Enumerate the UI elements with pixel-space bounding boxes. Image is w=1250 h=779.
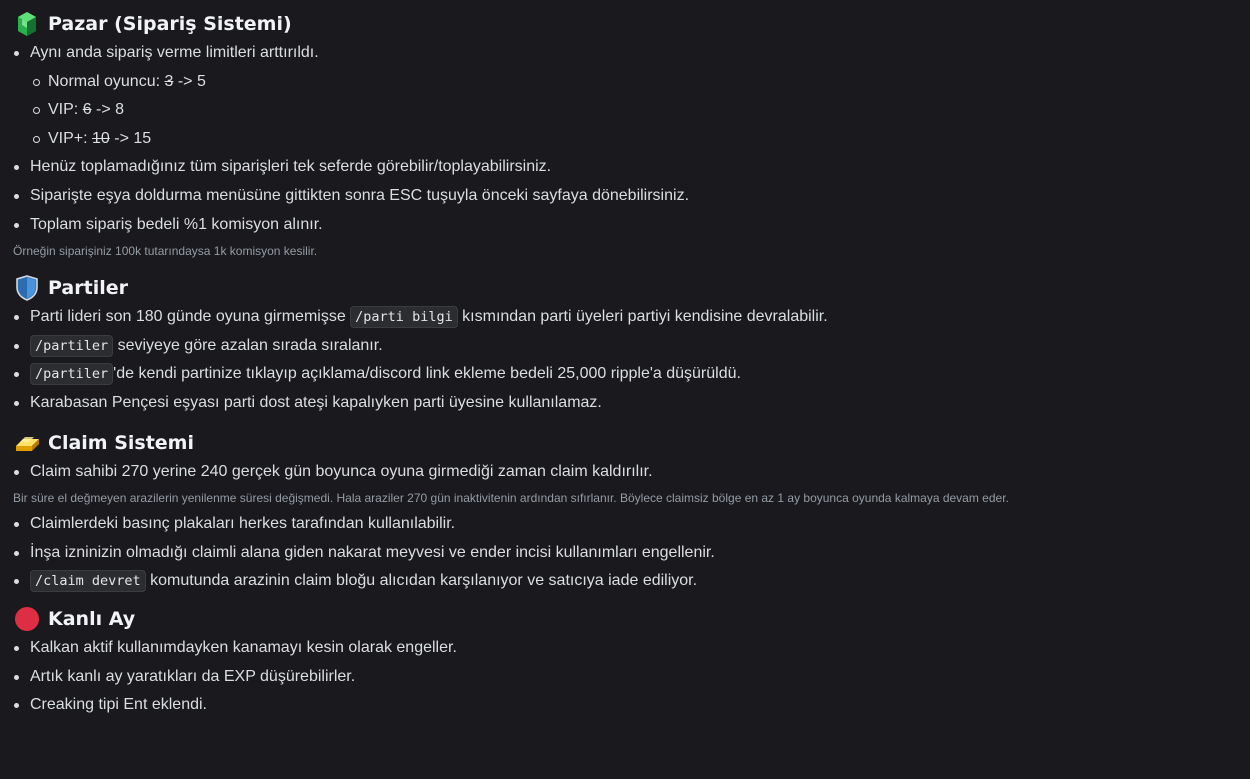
list-item: Claim sahibi 270 yerine 240 gerçek gün boyunca oyuna girmediği zaman claim kaldırılır. [14, 458, 1239, 487]
list-item: /partiler 'de kendi partinize tıklayıp açıklama/discord link ekleme bedeli 25,000 ripple'a düşürüldü. [14, 360, 1239, 389]
shield-icon [14, 275, 40, 301]
list-subitem: VIP+: 10 -> 15 [14, 125, 1239, 154]
section-pazar [14, 0, 1239, 263]
claim-list [14, 458, 1239, 487]
list-item: Kalkan aktif kullanımdayken kanamayı kesin olarak engeller. [14, 634, 1239, 663]
subtext-note: Bir süre el değmeyen arazilerin yenilenme süresi değişmedi. Hala araziler 270 gün inaktivitenin ardından sıfırlanır. Böylece claimsiz bölge en az 1 ay boyunca oyunda kalmaya devam eder. [13, 491, 1009, 506]
heading-kanli-ay [14, 604, 1239, 634]
list-item: Aynı anda sipariş verme limitleri arttırıldı. [14, 39, 1239, 68]
inline-code: /partiler [30, 335, 113, 357]
gold-bar-icon [14, 430, 40, 456]
claim-list-continued [14, 510, 1239, 596]
green-gem-icon [14, 11, 40, 37]
list-item: Karabasan Pençesi eşyası parti dost ateşi kapalıyken parti üyesine kullanılamaz. [14, 389, 1239, 418]
heading-pazar-text: Pazar (Sipariş Sistemi) [48, 13, 292, 35]
red-circle-icon [14, 606, 40, 632]
list-item: /partiler seviyeye göre azalan sırada sıralanır. [14, 332, 1239, 361]
list-item: Henüz toplamadığınız tüm siparişleri tek seferde görebilir/toplayabilirsiniz. [14, 153, 1239, 182]
inline-code: /partiler [30, 363, 113, 385]
list-item: Creaking tipi Ent eklendi. [14, 691, 1239, 720]
subtext-note: Örneğin siparişiniz 100k tutarındaysa 1k komisyon kesilir. [13, 244, 318, 259]
heading-partiler-text: Partiler [48, 277, 128, 300]
heading-claim [14, 428, 1239, 458]
list-item: /claim devret komutunda arazinin claim bloğu alıcıdan karşılanıyor ve satıcıya iade ediliyor. [14, 567, 1239, 596]
list-item: Siparişte eşya doldurma menüsüne gittikten sonra ESC tuşuyla önceki sayfaya dönebilirsiniz. [14, 182, 1239, 211]
section-kanli-ay [14, 604, 1239, 720]
pazar-list [14, 39, 1239, 239]
section-partiler [14, 273, 1239, 417]
heading-kanli-ay-text: Kanlı Ay [48, 607, 136, 630]
list-item: Parti lideri son 180 günde oyuna girmemişse /parti bilgi kısmından parti üyeleri partiyi kendisine devralabilir. [14, 303, 1239, 332]
list-item: Claimlerdeki basınç plakaları herkes tarafından kullanılabilir. [14, 510, 1239, 539]
list-subitem: Normal oyuncu: 3 -> 5 [14, 68, 1239, 97]
inline-code: /claim devret [30, 570, 146, 592]
section-claim [14, 428, 1239, 596]
list-subitem: VIP: 6 -> 8 [14, 96, 1239, 125]
partiler-list [14, 303, 1239, 417]
heading-claim-text: Claim Sistemi [48, 431, 194, 454]
list-item: Artık kanlı ay yaratıkları da EXP düşürebilirler. [14, 663, 1239, 692]
list-item: İnşa izninizin olmadığı claimli alana giden nakarat meyvesi ve ender incisi kullanımları engellenir. [14, 539, 1239, 568]
inline-code: /parti bilgi [350, 306, 458, 328]
kanli-ay-list [14, 634, 1239, 720]
heading-partiler [14, 273, 1239, 303]
list-item: Toplam sipariş bedeli %1 komisyon alınır. [14, 211, 1239, 240]
heading-pazar [14, 9, 1239, 39]
message-content [14, 0, 1239, 720]
